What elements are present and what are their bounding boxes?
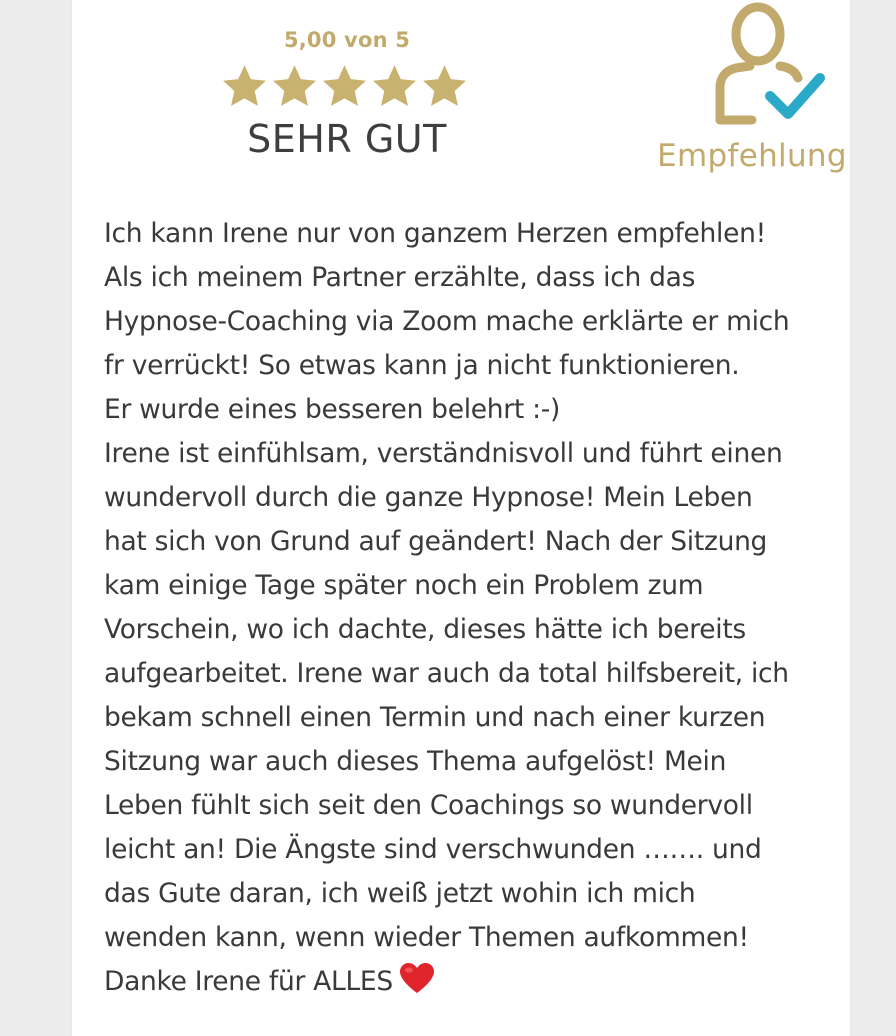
star-rating <box>220 62 469 112</box>
review-text <box>104 212 834 1004</box>
review-line: das Gute daran, ich weiß jetzt wohin ich mich <box>104 878 696 909</box>
review-line: Als ich meinem Partner erzählte, dass ich das <box>104 262 696 293</box>
review-line: bekam schnell einen Termin und nach einer kurzen <box>104 702 766 733</box>
review-line: Irene ist einfühlsam, verständnisvoll und führt einen <box>104 438 783 469</box>
review-line: Leben fühlt sich seit den Coachings so wundervoll <box>104 790 753 821</box>
rating-label: SEHR GUT <box>247 117 447 161</box>
review-line: Vorschein, wo ich dachte, dieses hätte ich bereits <box>104 614 746 645</box>
review-line: Hypnose-Coaching via Zoom mache erklärte er mich <box>104 306 790 337</box>
review-line-last <box>104 960 834 1004</box>
review-line: wundervoll durch die ganze Hypnose! Mein Leben <box>104 482 753 513</box>
review-line: wenden kann, wenn wieder Themen aufkommen! <box>104 922 749 953</box>
red-heart-icon <box>399 962 435 995</box>
review-line: fr verrückt! So etwas kann ja nicht funktionieren. <box>104 350 740 381</box>
review-line-text: Danke Irene für ALLES <box>104 966 393 997</box>
rating-value: 5,00 von 5 <box>283 28 411 52</box>
badge-label: Empfehlung <box>657 138 847 174</box>
star-icon <box>370 62 419 111</box>
star-icon <box>420 62 469 111</box>
star-icon <box>320 62 369 111</box>
review-line: aufgearbeitet. Irene war auch da total hilfsbereit, ich <box>104 658 789 689</box>
review-line: Er wurde eines besseren belehrt :-) <box>104 394 561 425</box>
review-line: leicht an! Die Ängste sind verschwunden ……. und <box>104 834 762 865</box>
user-check-icon <box>710 0 828 126</box>
star-icon <box>270 62 319 111</box>
review-line: Ich kann Irene nur von ganzem Herzen empfehlen! <box>104 218 766 249</box>
review-line: hat sich von Grund auf geändert! Nach der Sitzung <box>104 526 768 557</box>
review-line: kam einige Tage später noch ein Problem zum <box>104 570 704 601</box>
star-icon <box>220 62 269 111</box>
review-line: Sitzung war auch dieses Thema aufgelöst! Mein <box>104 746 727 777</box>
